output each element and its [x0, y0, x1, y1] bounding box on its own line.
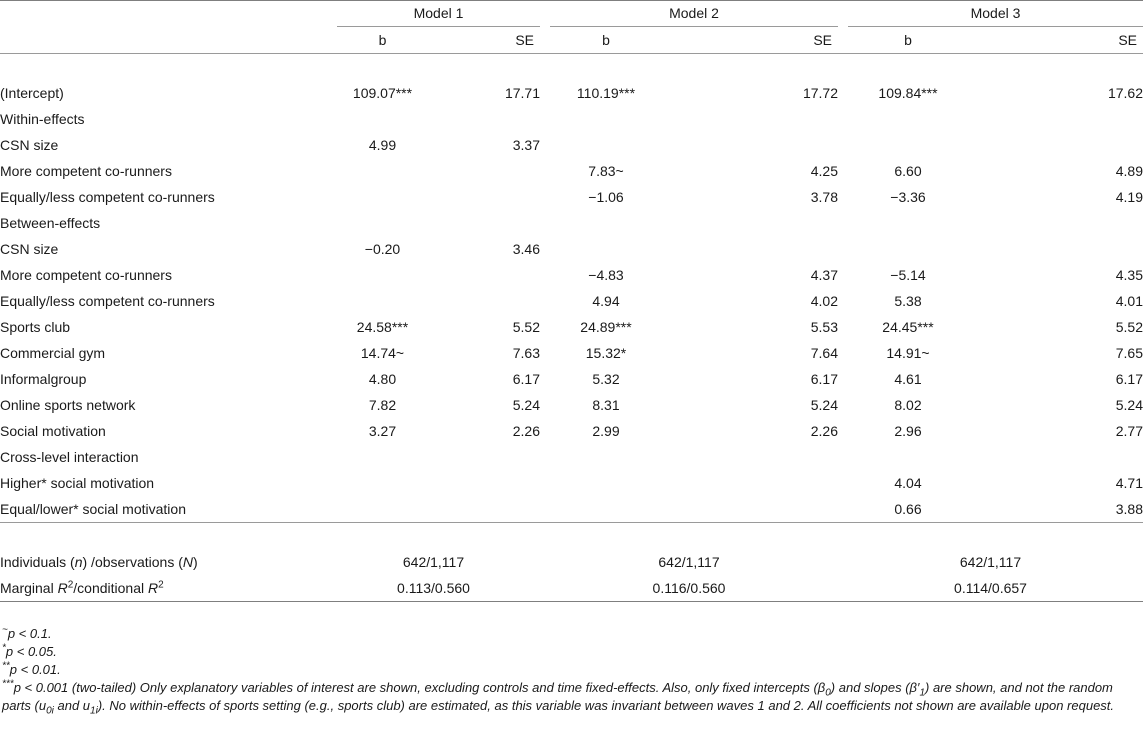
b-cell: [540, 496, 672, 523]
model-header-row: [0, 0, 1143, 27]
summary-rule: [0, 523, 1143, 550]
b-cell: [327, 470, 438, 496]
footnote: ~p < 0.1.: [2, 624, 52, 641]
se-cell: 6.17: [1115, 371, 1143, 387]
se-cell: 3.46: [512, 241, 540, 257]
se-cell: 4.37: [810, 267, 838, 283]
b-cell: 3.27: [368, 423, 397, 439]
b-cell: 14.91~: [886, 345, 930, 361]
se-cell: 5.52: [1115, 319, 1143, 335]
model-1-title: Model 1: [337, 0, 540, 27]
table-row: [0, 470, 1143, 496]
header-rule: [0, 54, 1143, 81]
summary-cell: 642/1,117: [402, 554, 465, 570]
table-row: [0, 575, 1143, 602]
summary-body: [0, 523, 1143, 602]
b-cell: [327, 262, 438, 288]
b-cell: [327, 158, 438, 184]
se-cell: 4.35: [1115, 267, 1143, 283]
section-row: [0, 444, 1143, 470]
table-row: [0, 80, 1143, 106]
b-cell: −5.14: [890, 267, 926, 283]
b-cell: 5.32: [592, 371, 620, 387]
se-cell: 5.24: [810, 397, 838, 413]
individuals-label: Individuals (n) /observations (N): [0, 554, 198, 570]
model-3-title: Model 3: [848, 0, 1143, 27]
b-cell: [327, 496, 438, 523]
b-cell: 7.82: [368, 397, 397, 413]
b-cell: 2.99: [592, 423, 620, 439]
table-row: [0, 158, 1143, 184]
summary-cell: 642/1,117: [658, 554, 720, 570]
table-row: [0, 366, 1143, 392]
b-cell: 0.66: [894, 501, 922, 517]
row-label: Sports club: [0, 319, 71, 335]
row-label: Equally/less competent co-runners: [0, 293, 215, 309]
se-cell: 2.26: [512, 423, 540, 439]
b-cell: 24.58***: [356, 319, 409, 335]
row-label: [0, 549, 327, 575]
b-cell: 109.07***: [352, 85, 413, 101]
se-cell: 17.72: [802, 85, 838, 101]
footnote: ***p < 0.001 (two-tailed) Only explanatory variables of interest are shown, excluding controls and time fixed-effects. Also, only fixed intercepts $(\beta_0)$ and slopes $(\beta'_1)$ are shown, and not the random parts ($u_{0i}$ and $u_{1i}$). No within-effects of sports setting (e.g., sports club) are estimated, as this variable was invariant between waves 1 and 2. All coefficients not shown are available upon request.: [2, 678, 1115, 717]
row-label: CSN size: [0, 137, 59, 153]
b-cell: [327, 184, 438, 210]
row-label: Equally/less competent co-runners: [0, 189, 215, 205]
header-blank: [0, 0, 327, 27]
model-3-header: [838, 0, 1143, 27]
b-cell: 24.89***: [580, 319, 632, 335]
se-cell: 7.65: [1115, 345, 1143, 361]
table-row: [0, 132, 1143, 158]
se-cell: [438, 288, 540, 314]
b-cell: −4.83: [588, 267, 624, 283]
b-cell: −1.06: [588, 189, 624, 205]
header-blank: [0, 27, 327, 54]
se-cell: 7.64: [810, 345, 838, 361]
se-cell: 3.78: [810, 189, 838, 205]
table-body: [0, 80, 1143, 523]
row-label: (Intercept): [0, 85, 64, 101]
table-row: [0, 418, 1143, 444]
b-cell: 4.80: [368, 371, 397, 387]
se-cell: 4.25: [810, 163, 838, 179]
col-se-header: SE: [1118, 32, 1137, 48]
table-row: [0, 262, 1143, 288]
row-label: Commercial gym: [0, 345, 106, 361]
se-cell: 4.19: [1115, 189, 1143, 205]
section-heading: Between-effects: [0, 215, 101, 231]
se-cell: [978, 132, 1143, 158]
section-heading: Cross-level interaction: [0, 449, 139, 465]
table-row: [0, 549, 1143, 575]
col-b-header: b: [904, 32, 912, 48]
table-row: [0, 288, 1143, 314]
se-cell: [438, 470, 540, 496]
se-cell: 3.37: [512, 137, 540, 153]
se-cell: 17.71: [504, 85, 540, 101]
se-cell: 2.26: [810, 423, 838, 439]
row-label: [0, 575, 327, 602]
summary-cell: 0.113/0.560: [327, 575, 540, 602]
se-cell: 4.71: [1115, 475, 1143, 491]
b-cell: [838, 132, 978, 158]
footnote: **p < 0.01.: [2, 660, 61, 677]
se-cell: 5.24: [512, 397, 540, 413]
b-cell: 2.96: [894, 423, 922, 439]
table-row: [0, 496, 1143, 523]
se-cell: 4.89: [1115, 163, 1143, 179]
col-b-header: b: [378, 32, 387, 48]
b-cell: 8.02: [894, 397, 922, 413]
summary-cell: 0.114/0.657: [838, 575, 1143, 602]
row-label: Equal/lower* social motivation: [0, 501, 186, 517]
table-row: [0, 314, 1143, 340]
se-cell: 3.88: [1115, 501, 1143, 517]
se-cell: [978, 236, 1143, 262]
summary-cell: 0.116/0.560: [540, 575, 838, 602]
row-label: CSN size: [0, 241, 59, 257]
row-label: More competent co-runners: [0, 163, 172, 179]
model-2-header: [540, 0, 838, 27]
table-footnotes: [2, 625, 1138, 715]
se-cell: [672, 236, 838, 262]
se-cell: 6.17: [512, 371, 540, 387]
se-cell: [438, 262, 540, 288]
b-cell: [838, 236, 978, 262]
row-label: Higher* social motivation: [0, 475, 155, 491]
se-cell: 4.02: [810, 293, 838, 309]
column-header-row: [0, 27, 1143, 54]
se-cell: [438, 158, 540, 184]
footnote: *p < 0.05.: [2, 642, 57, 659]
se-cell: 17.62: [1107, 85, 1143, 101]
b-cell: [540, 132, 672, 158]
b-cell: 15.32*: [585, 345, 627, 361]
table-row: [0, 184, 1143, 210]
b-cell: [327, 288, 438, 314]
b-cell: 14.74~: [360, 345, 405, 361]
table-row: [0, 392, 1143, 418]
section-row: [0, 106, 1143, 132]
model-2-title: Model 2: [550, 0, 838, 27]
b-cell: 5.38: [894, 293, 922, 309]
row-label: More competent co-runners: [0, 267, 172, 283]
b-cell: 24.45***: [882, 319, 934, 335]
b-cell: −0.20: [364, 241, 401, 257]
b-cell: 110.19***: [576, 85, 636, 101]
b-cell: [540, 470, 672, 496]
b-cell: −3.36: [890, 189, 926, 205]
se-cell: 5.52: [512, 319, 540, 335]
b-cell: 8.31: [592, 397, 620, 413]
b-cell: 4.04: [894, 475, 922, 491]
b-cell: [540, 236, 672, 262]
se-cell: [438, 184, 540, 210]
model-1-header: [327, 0, 540, 27]
se-cell: 5.24: [1115, 397, 1143, 413]
se-cell: 6.17: [810, 371, 838, 387]
section-heading: Within-effects: [0, 111, 85, 127]
col-se-header: SE: [515, 32, 534, 48]
se-cell: 4.01: [1115, 293, 1143, 309]
section-row: [0, 210, 1143, 236]
b-cell: 4.94: [592, 293, 620, 309]
col-b-header: b: [602, 32, 610, 48]
se-cell: 2.77: [1115, 423, 1143, 439]
row-label: Informalgroup: [0, 371, 87, 387]
row-label: Social motivation: [0, 423, 106, 439]
b-cell: 6.60: [894, 163, 922, 179]
se-cell: [672, 132, 838, 158]
table-row: [0, 340, 1143, 366]
table-row: [0, 236, 1143, 262]
b-cell: 7.83~: [588, 163, 624, 179]
row-label: Online sports network: [0, 397, 136, 413]
b-cell: 4.99: [368, 137, 397, 153]
se-cell: [672, 470, 838, 496]
se-cell: [438, 496, 540, 523]
se-cell: 7.63: [512, 345, 540, 361]
r2-label: Marginal $R^2$/conditional $R^2$: [0, 579, 164, 596]
col-se-header: SE: [813, 32, 832, 48]
b-cell: 109.84***: [878, 85, 938, 101]
se-cell: [672, 496, 838, 523]
summary-cell: 642/1,117: [959, 554, 1022, 570]
se-cell: 5.53: [810, 319, 838, 335]
b-cell: 4.61: [894, 371, 922, 387]
